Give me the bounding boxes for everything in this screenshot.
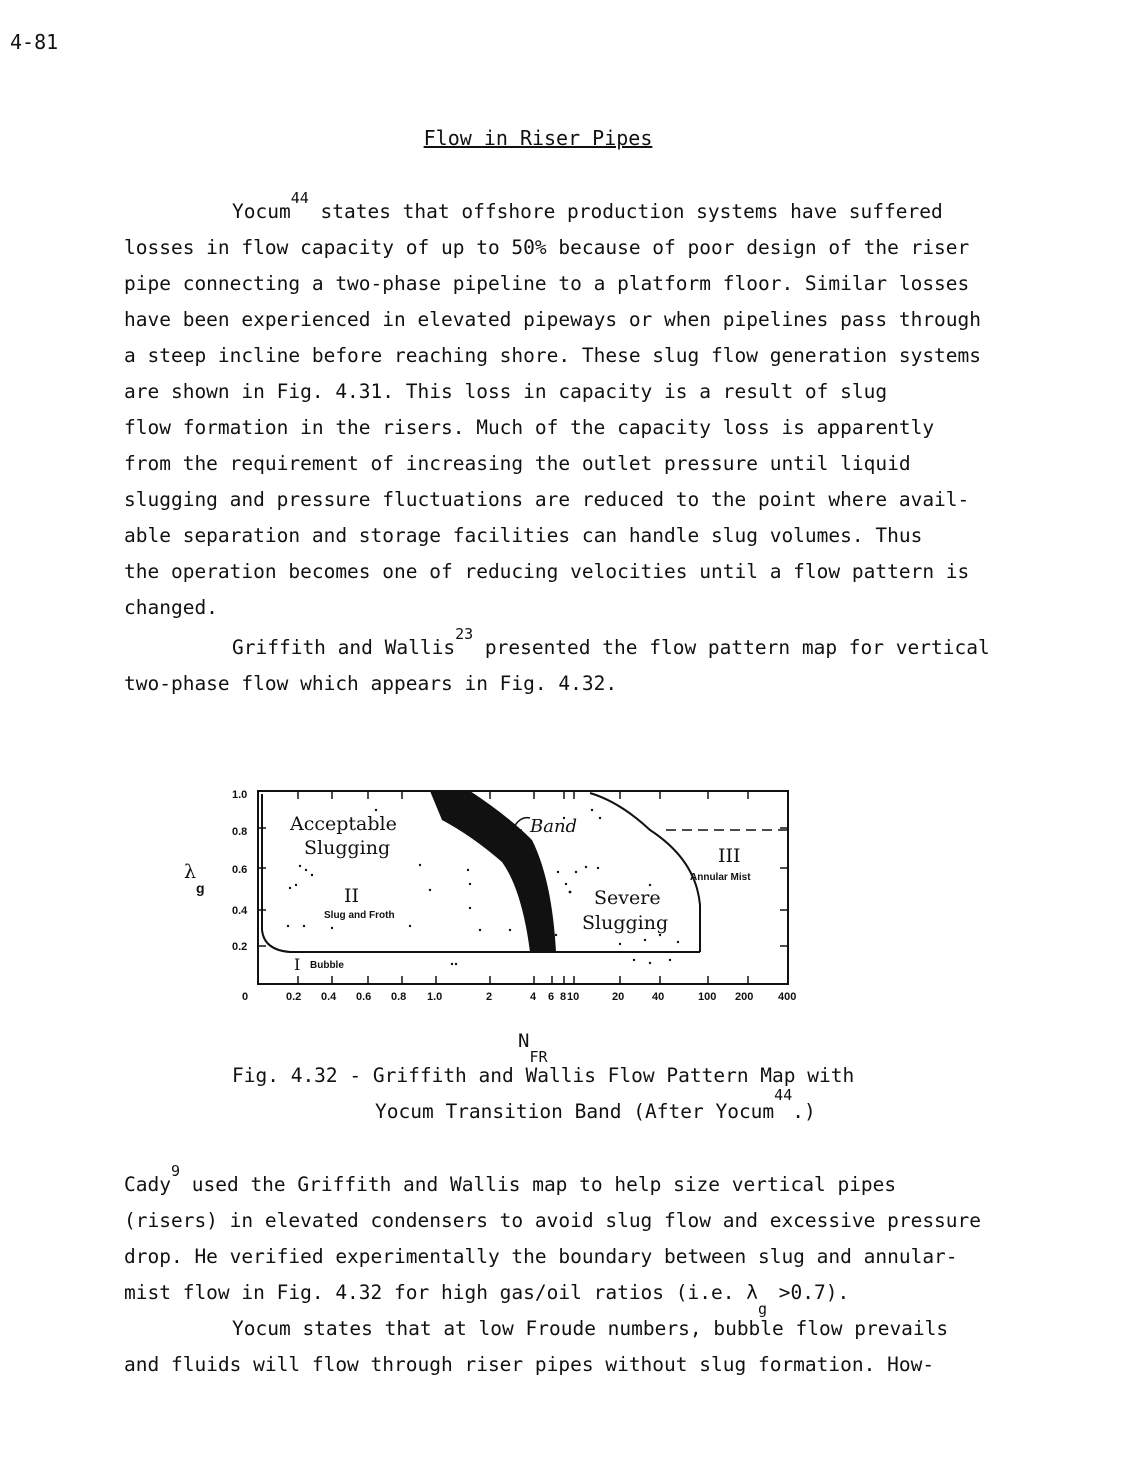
x-axis-label: $N_{FR}$ bbox=[518, 1030, 548, 1066]
x-axis-label-subscript: FR bbox=[529, 1047, 548, 1066]
paragraph-cady bbox=[124, 1162, 1024, 1383]
text-line: Cady$^9$ used the Griffith and Wallis map to help size vertical pipes bbox=[124, 1162, 897, 1196]
region-annular-mist-label: Annular Mist bbox=[690, 872, 751, 883]
text-line: from the requirement of increasing the outlet pressure until liquid bbox=[124, 452, 911, 475]
x-tick-label: 4 bbox=[530, 991, 537, 1003]
y-tick-label: 0.4 bbox=[232, 905, 248, 917]
figure-caption-line1: Fig. 4.32 - Griffith and Wallis Flow Pattern Map with bbox=[232, 1064, 855, 1087]
text-line: Yocum states that at low Froude numbers, bubble flow prevails bbox=[232, 1317, 949, 1340]
y-axis-label-subscript: g bbox=[196, 880, 205, 896]
text-line: the operation becomes one of reducing velocities until a flow pattern is bbox=[124, 560, 970, 583]
text-line: and fluids will flow through riser pipes without slug formation. How- bbox=[124, 1353, 935, 1376]
text-line: changed. bbox=[124, 596, 218, 619]
y-tick-label: 0.6 bbox=[232, 864, 248, 876]
x-tick-label: 20 bbox=[612, 991, 625, 1003]
text-line: Yocum$^{44}$ states that offshore production systems have suffered bbox=[232, 189, 943, 223]
text-line: slugging and pressure fluctuations are reduced to the point where avail- bbox=[124, 488, 970, 511]
y-tick-label: 1.0 bbox=[232, 789, 248, 801]
x-tick-label: 200 bbox=[735, 991, 754, 1003]
subscript: g bbox=[757, 1299, 767, 1318]
text-line: able separation and storage facilities can handle slug volumes. Thus bbox=[124, 524, 923, 547]
region-severe-slugging-label: Severe bbox=[594, 887, 661, 909]
region-acceptable-slugging-label: Acceptable bbox=[290, 813, 397, 835]
x-tick-label: 0.6 bbox=[356, 991, 372, 1003]
x-tick-label: 0.8 bbox=[391, 991, 407, 1003]
region-i-numeral: I bbox=[294, 955, 301, 974]
text-line: have been experienced in elevated pipeways or when pipelines pass through bbox=[124, 308, 982, 331]
figure-caption-line2: Yocum Transition Band (After Yocum$^{44}$.) bbox=[375, 1086, 816, 1123]
region-acceptable-slugging-label: Slugging bbox=[304, 837, 391, 859]
region-bubble-label: Bubble bbox=[310, 960, 344, 971]
citation-superscript: 23 bbox=[455, 625, 474, 643]
paragraph-yocum-losses bbox=[124, 189, 1024, 626]
x-tick-label: 6 bbox=[548, 991, 555, 1003]
region-ii-numeral: II bbox=[344, 885, 360, 907]
region-iii-numeral: III bbox=[718, 845, 741, 867]
text-line: two-phase flow which appears in Fig. 4.32. bbox=[124, 672, 618, 695]
flow-pattern-map bbox=[180, 780, 820, 1010]
region-severe-slugging-label: Slugging bbox=[582, 912, 669, 934]
x-tick-label: 1.0 bbox=[427, 991, 443, 1003]
y-tick-label: 0.8 bbox=[232, 826, 248, 838]
page-number: 4-81 bbox=[10, 30, 59, 54]
x-tick-label: 10 bbox=[567, 991, 580, 1003]
y-tick-label: 0.2 bbox=[232, 941, 248, 953]
y-axis-label: λ bbox=[184, 861, 197, 883]
x-tick-label: 100 bbox=[698, 991, 717, 1003]
paragraph-griffith-wallis bbox=[124, 625, 1024, 702]
x-tick-label: 40 bbox=[652, 991, 665, 1003]
x-tick-label: 0.4 bbox=[321, 991, 337, 1003]
x-tick-label: 0 bbox=[242, 991, 249, 1003]
text-line: a steep incline before reaching shore. These slug flow generation systems bbox=[124, 344, 982, 367]
x-tick-label: 400 bbox=[778, 991, 797, 1003]
text-line: pipe connecting a two-phase pipeline to a platform floor. Similar losses bbox=[124, 272, 970, 295]
text-line: mist flow in Fig. 4.32 for high gas/oil ratios (i.e. $\lambda_g >0.7$). bbox=[124, 1281, 850, 1318]
text-line: are shown in Fig. 4.31. This loss in capacity is a result of slug bbox=[124, 380, 888, 403]
citation-superscript: 44 bbox=[290, 189, 309, 207]
text-line: drop. He verified experimentally the boundary between slug and annular- bbox=[124, 1245, 958, 1268]
text-line: losses in flow capacity of up to 50% because of poor design of the riser bbox=[124, 236, 970, 259]
text-line: flow formation in the risers. Much of the capacity loss is apparently bbox=[124, 416, 935, 439]
section-title: Flow in Riser Pipes bbox=[423, 126, 653, 150]
x-tick-label: 2 bbox=[486, 991, 493, 1003]
x-tick-label: 8 bbox=[560, 991, 567, 1003]
text-line: (risers) in elevated condensers to avoid slug flow and excessive pressure bbox=[124, 1209, 982, 1232]
citation-superscript: 44 bbox=[774, 1086, 793, 1104]
citation-superscript: 9 bbox=[170, 1162, 180, 1180]
x-tick-label: 0.2 bbox=[286, 991, 302, 1003]
text-line: Griffith and Wallis$^{23}$ presented the flow pattern map for vertical bbox=[232, 625, 990, 659]
band-annotation-label: Band bbox=[530, 816, 578, 837]
region-slug-froth-label: Slug and Froth bbox=[324, 910, 395, 921]
